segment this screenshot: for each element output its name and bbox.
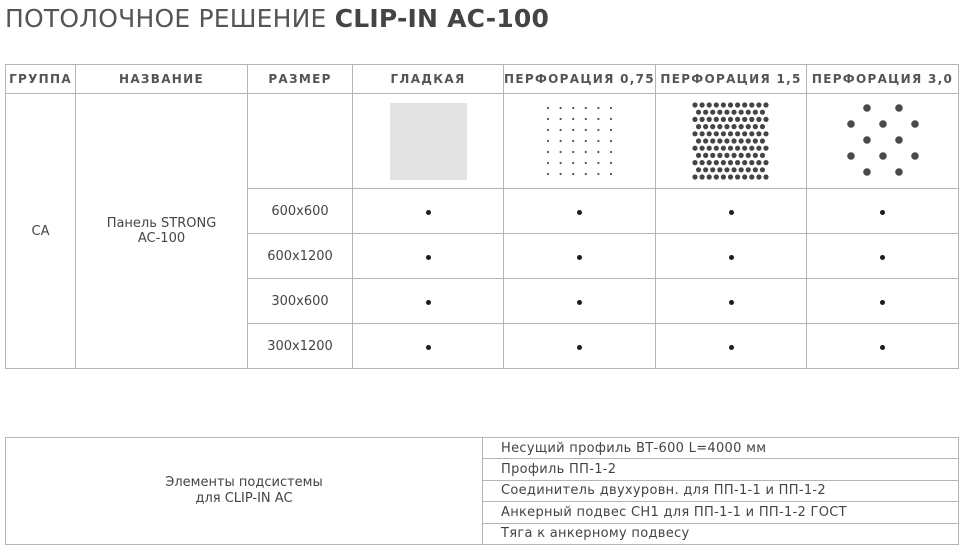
availability-dot (880, 300, 885, 305)
perforation-hole (584, 151, 586, 153)
product-name-cell (76, 94, 248, 369)
perforation-hole (707, 174, 712, 179)
perforation-hole (879, 152, 887, 160)
availability-cell (807, 189, 959, 234)
availability-dot (426, 255, 431, 260)
perforation-hole (609, 151, 611, 153)
perforation-hole (721, 131, 726, 136)
perforation-hole (710, 153, 715, 158)
perforation-hole (724, 138, 729, 143)
availability-cell (656, 279, 807, 324)
perforation-hole (863, 104, 871, 112)
perforation-hole (728, 160, 733, 165)
perforation-hole (700, 174, 705, 179)
perforation-hole (895, 168, 903, 176)
perforation-hole (742, 131, 747, 136)
perforation-hole (724, 110, 729, 115)
perforation-hole (692, 160, 697, 165)
perforation-hole (749, 102, 754, 107)
perforation-hole (739, 153, 744, 158)
availability-cell (353, 189, 504, 234)
perforation-hole (742, 160, 747, 165)
subsystem-item: Соединитель двухуровн. для ПП-1-1 и ПП-1-2 (483, 480, 959, 501)
perforation-hole (714, 160, 719, 165)
perforation-hole (700, 146, 705, 151)
perforation-hole (714, 146, 719, 151)
perforation-hole (739, 110, 744, 115)
perforation-hole (572, 140, 574, 142)
perforation-hole (728, 102, 733, 107)
perforation-hole (707, 131, 712, 136)
perforation-hole (742, 102, 747, 107)
perforation-hole (728, 117, 733, 122)
perforation-hole (717, 153, 722, 158)
perforation-hole (703, 138, 708, 143)
perforation-hole (724, 124, 729, 129)
perforation-hole (763, 146, 768, 151)
perforation-hole (735, 102, 740, 107)
perforation-hole (728, 146, 733, 151)
perforation-hole (753, 124, 758, 129)
smooth-swatch-cell (353, 94, 504, 189)
perf-15-swatch-cell (656, 94, 807, 189)
perforation-hole (700, 160, 705, 165)
page-title-bold: CLIP-IN AC-100 (334, 4, 550, 33)
perforation-hole (692, 131, 697, 136)
product-table (5, 64, 959, 369)
perforation-hole (597, 107, 599, 109)
perforation-hole (746, 153, 751, 158)
perforation-hole (696, 138, 701, 143)
perforation-hole (749, 117, 754, 122)
perforation-hole (707, 102, 712, 107)
perforation-hole (717, 110, 722, 115)
perforation-hole (546, 140, 548, 142)
perforation-hole (559, 129, 561, 131)
perforation-hole (717, 138, 722, 143)
header-perf-30: ПЕРФОРАЦИЯ 3,0 (807, 65, 959, 94)
perforation-hole (742, 117, 747, 122)
perforation-hole (703, 124, 708, 129)
perforation-hole (847, 120, 855, 128)
perforation-hole (911, 152, 919, 160)
perforation-hole (572, 173, 574, 175)
perforation-hole (572, 151, 574, 153)
availability-dot (426, 210, 431, 215)
perforation-hole (700, 102, 705, 107)
size-cell: 300x1200 (248, 324, 353, 369)
perforation-hole (710, 138, 715, 143)
page-title (5, 4, 549, 33)
perforation-hole (763, 160, 768, 165)
perforation-hole (749, 131, 754, 136)
perforation-hole (707, 160, 712, 165)
perforation-hole (895, 136, 903, 144)
perforation-hole (721, 146, 726, 151)
subsystem-table (5, 437, 959, 545)
perforation-hole (609, 173, 611, 175)
perforation-hole (597, 173, 599, 175)
perforation-hole (609, 129, 611, 131)
availability-cell (504, 234, 656, 279)
perforation-hole (731, 138, 736, 143)
perforation-hole (742, 146, 747, 151)
perforation-hole (597, 118, 599, 120)
perforation-hole (707, 146, 712, 151)
availability-cell (504, 324, 656, 369)
header-name: НАЗВАНИЕ (76, 65, 248, 94)
swatch-row (6, 94, 959, 189)
perforation-hole (731, 167, 736, 172)
perforation-hole (546, 162, 548, 164)
subsystem-label (6, 438, 483, 545)
perforation-hole (714, 117, 719, 122)
perforation-hole (609, 162, 611, 164)
subsystem-item: Тяга к анкерному подвесу (483, 523, 959, 544)
perforation-hole (546, 173, 548, 175)
perforation-hole (728, 131, 733, 136)
perforation-hole (721, 102, 726, 107)
perforation-hole (559, 107, 561, 109)
perforation-hole (700, 131, 705, 136)
perforation-hole (746, 110, 751, 115)
size-cell: 300x600 (248, 279, 353, 324)
perforation-hole (756, 131, 761, 136)
perforation-hole (559, 140, 561, 142)
perforation-hole (692, 102, 697, 107)
perforation-hole (746, 124, 751, 129)
perforation-hole (572, 107, 574, 109)
perforation-hole (763, 131, 768, 136)
product-name-line1: Панель STRONG (106, 216, 217, 231)
availability-dot (729, 345, 734, 350)
availability-dot (426, 345, 431, 350)
perforation-hole (546, 107, 548, 109)
availability-cell (656, 234, 807, 279)
subsystem-item: Профиль ПП-1-2 (483, 459, 959, 480)
perforation-hole (911, 120, 919, 128)
perforation-hole (707, 117, 712, 122)
perforation-hole (742, 174, 747, 179)
perforation-hole (760, 124, 765, 129)
perforation-hole (597, 140, 599, 142)
perforation-hole (749, 160, 754, 165)
perforation-hole (746, 138, 751, 143)
perforation-hole (696, 153, 701, 158)
perforation-hole (717, 124, 722, 129)
perforation-hole (721, 160, 726, 165)
perforation-hole (584, 140, 586, 142)
perforation-hole (756, 174, 761, 179)
perforation-hole (572, 162, 574, 164)
perforation-hole (746, 167, 751, 172)
perforation-hole (863, 168, 871, 176)
perforation-hole (700, 117, 705, 122)
product-name-line2: AC-100 (137, 231, 186, 246)
perforation-hole (731, 110, 736, 115)
perforation-hole (749, 174, 754, 179)
perforation-hole (714, 102, 719, 107)
perforation-hole (756, 102, 761, 107)
perf-30-swatch (843, 102, 923, 180)
subsystem-item: Анкерный подвес СН1 для ПП-1-1 и ПП-1-2 ГОСТ (483, 502, 959, 523)
perforation-hole (703, 110, 708, 115)
perforation-hole (728, 174, 733, 179)
perforation-hole (735, 174, 740, 179)
subsystem-row (6, 438, 959, 459)
perforation-hole (717, 167, 722, 172)
availability-cell (807, 234, 959, 279)
perforation-hole (760, 138, 765, 143)
perforation-hole (559, 173, 561, 175)
availability-cell (807, 279, 959, 324)
perforation-hole (546, 118, 548, 120)
availability-dot (577, 345, 582, 350)
perforation-hole (714, 131, 719, 136)
availability-cell (504, 279, 656, 324)
empty-size-cell (248, 94, 353, 189)
perforation-hole (546, 151, 548, 153)
perforation-hole (760, 110, 765, 115)
perforation-hole (696, 124, 701, 129)
header-smooth: ГЛАДКАЯ (353, 65, 504, 94)
perforation-hole (756, 117, 761, 122)
availability-cell (656, 189, 807, 234)
availability-cell (807, 324, 959, 369)
perforation-hole (546, 129, 548, 131)
availability-dot (426, 300, 431, 305)
perforation-hole (692, 146, 697, 151)
availability-dot (577, 300, 582, 305)
perforation-hole (703, 167, 708, 172)
perforation-hole (597, 162, 599, 164)
perforation-hole (710, 110, 715, 115)
perforation-hole (721, 117, 726, 122)
subsystem-item: Несущий профиль ВТ-600 L=4000 мм (483, 438, 959, 459)
perforation-hole (753, 153, 758, 158)
perforation-hole (714, 174, 719, 179)
header-group: ГРУППА (6, 65, 76, 94)
perf-15-swatch (692, 102, 770, 180)
perforation-hole (879, 120, 887, 128)
perforation-hole (559, 162, 561, 164)
perforation-hole (760, 153, 765, 158)
perforation-hole (724, 153, 729, 158)
perforation-hole (739, 138, 744, 143)
perforation-hole (559, 118, 561, 120)
availability-cell (353, 234, 504, 279)
perforation-hole (753, 110, 758, 115)
perforation-hole (753, 138, 758, 143)
perforation-hole (739, 124, 744, 129)
availability-cell (504, 189, 656, 234)
perforation-hole (863, 136, 871, 144)
subsystem-label-line1: Элементы подсистемы (165, 474, 323, 490)
perforation-hole (763, 174, 768, 179)
perforation-hole (763, 117, 768, 122)
subsystem-label-line2: для CLIP-IN AC (195, 490, 293, 506)
perforation-hole (597, 129, 599, 131)
perforation-hole (735, 146, 740, 151)
availability-cell (353, 324, 504, 369)
availability-dot (729, 210, 734, 215)
availability-cell (656, 324, 807, 369)
perforation-hole (735, 160, 740, 165)
header-row (6, 65, 959, 94)
perforation-hole (731, 153, 736, 158)
availability-dot (880, 210, 885, 215)
perf-075-swatch-cell (504, 94, 656, 189)
perforation-hole (692, 174, 697, 179)
perf-075-swatch (545, 105, 615, 177)
perforation-hole (756, 146, 761, 151)
availability-dot (577, 210, 582, 215)
perforation-hole (721, 174, 726, 179)
size-cell: 600x1200 (248, 234, 353, 279)
perforation-hole (731, 124, 736, 129)
perforation-hole (735, 131, 740, 136)
page-title-light: ПОТОЛОЧНОЕ РЕШЕНИЕ (5, 4, 335, 33)
perforation-hole (735, 117, 740, 122)
group-cell: CA (6, 94, 76, 369)
perforation-hole (609, 107, 611, 109)
availability-dot (577, 255, 582, 260)
perf-30-swatch-cell (807, 94, 959, 189)
perforation-hole (847, 152, 855, 160)
perforation-hole (763, 102, 768, 107)
perforation-hole (749, 146, 754, 151)
perforation-hole (609, 140, 611, 142)
availability-dot (729, 300, 734, 305)
availability-dot (729, 255, 734, 260)
perforation-hole (760, 167, 765, 172)
perforation-hole (756, 160, 761, 165)
perforation-hole (584, 107, 586, 109)
perforation-hole (584, 129, 586, 131)
availability-cell (353, 279, 504, 324)
perforation-hole (584, 162, 586, 164)
perforation-hole (895, 104, 903, 112)
availability-dot (880, 255, 885, 260)
availability-dot (880, 345, 885, 350)
perforation-hole (584, 118, 586, 120)
size-cell: 600x600 (248, 189, 353, 234)
perforation-hole (696, 167, 701, 172)
perforation-hole (609, 118, 611, 120)
header-perf-15: ПЕРФОРАЦИЯ 1,5 (656, 65, 807, 94)
perforation-hole (584, 173, 586, 175)
perforation-hole (692, 117, 697, 122)
perforation-hole (739, 167, 744, 172)
perforation-hole (559, 151, 561, 153)
perforation-hole (572, 118, 574, 120)
header-perf-075: ПЕРФОРАЦИЯ 0,75 (504, 65, 656, 94)
smooth-panel-swatch (390, 103, 467, 180)
perforation-hole (696, 110, 701, 115)
perforation-hole (597, 151, 599, 153)
perforation-hole (710, 167, 715, 172)
perforation-hole (703, 153, 708, 158)
perforation-hole (710, 124, 715, 129)
perforation-hole (753, 167, 758, 172)
header-size: РАЗМЕР (248, 65, 353, 94)
perforation-hole (724, 167, 729, 172)
perforation-hole (572, 129, 574, 131)
